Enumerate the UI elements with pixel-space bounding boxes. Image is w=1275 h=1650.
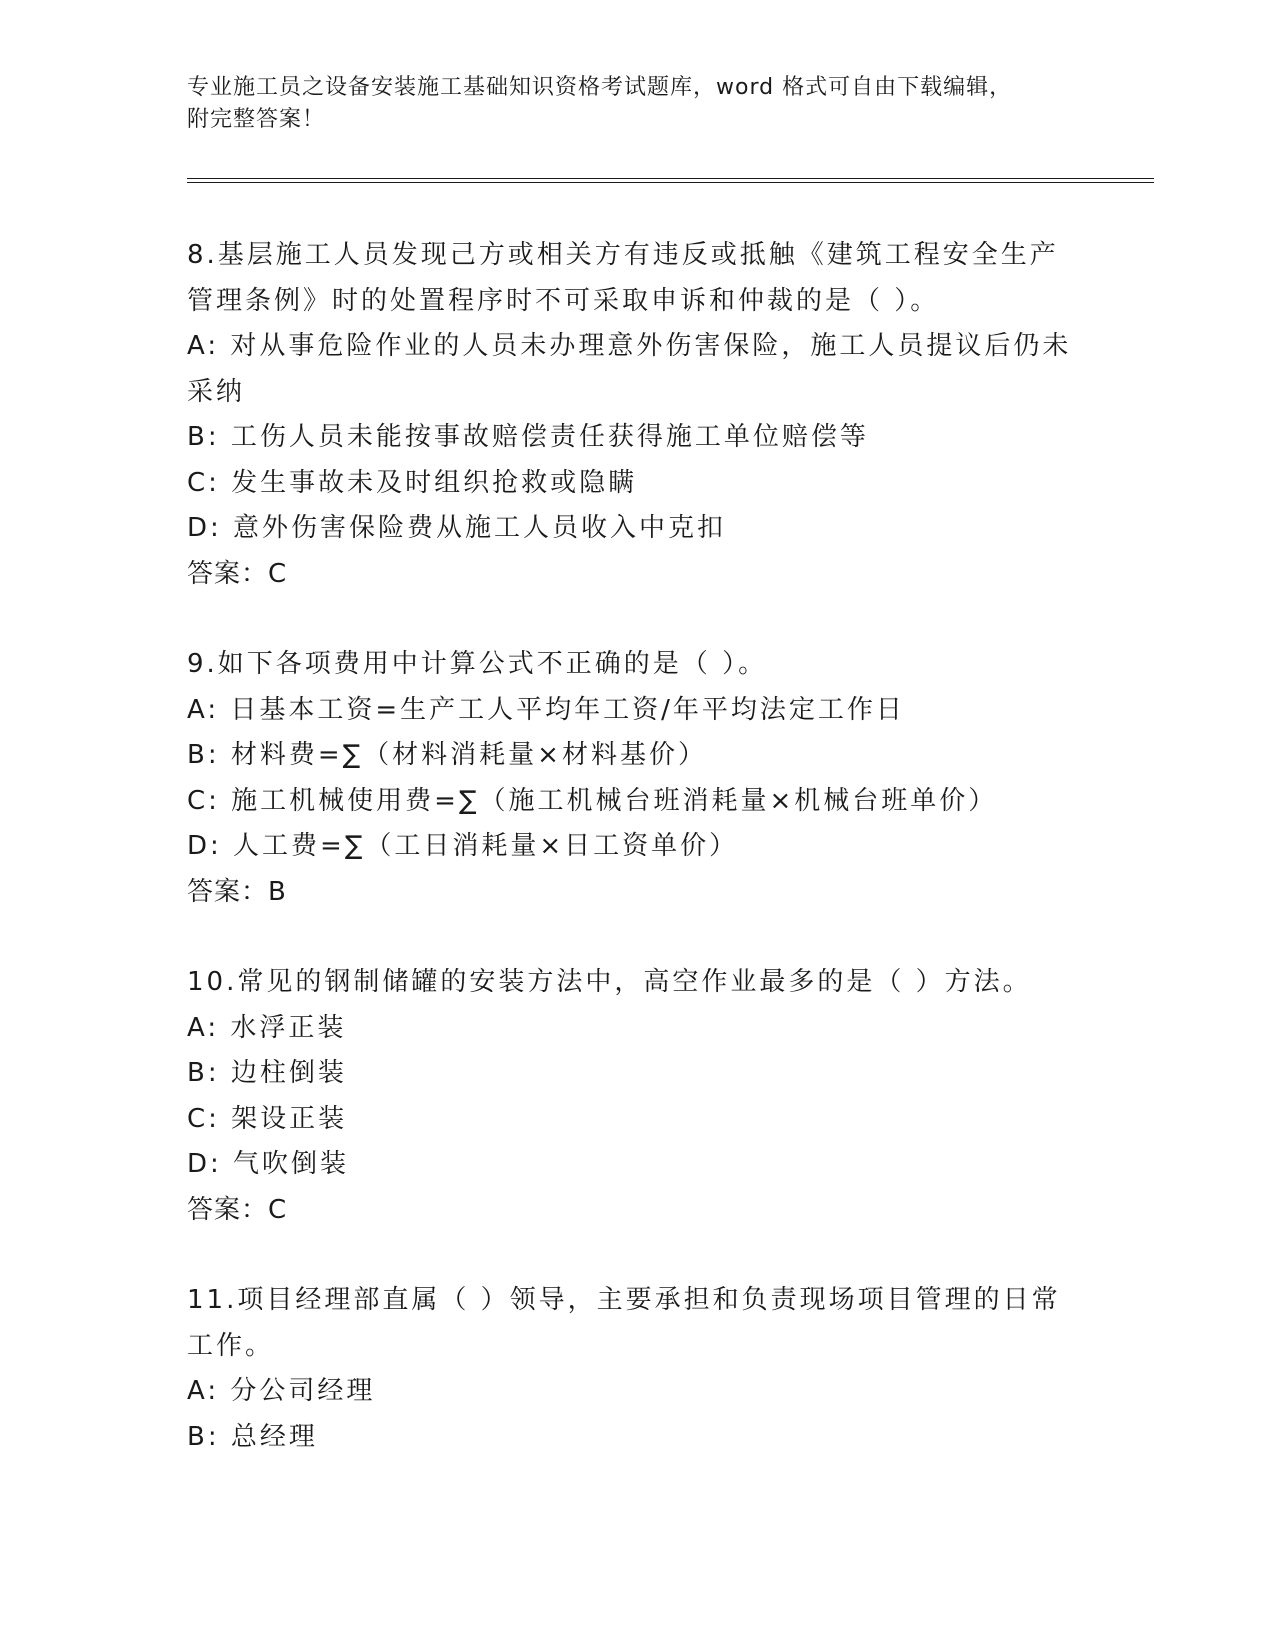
header-divider-bottom bbox=[187, 182, 1154, 183]
option-b: B: 材料费=∑（材料消耗量×材料基价） bbox=[187, 740, 707, 770]
answer: 答案：C bbox=[187, 558, 288, 589]
document-header bbox=[187, 72, 1087, 136]
option-a: A: 对从事危险作业的人员未办理意外伤害保险，施工人员提议后仍未 bbox=[187, 331, 1072, 361]
option-b: B: 工伤人员未能按事故赔偿责任获得施工单位赔偿等 bbox=[187, 422, 869, 452]
answer: 答案：B bbox=[187, 876, 287, 907]
answer: 答案：C bbox=[187, 1194, 288, 1225]
option-c: C: 发生事故未及时组织抢救或隐瞒 bbox=[187, 467, 638, 498]
option-b: B: 边柱倒装 bbox=[187, 1058, 347, 1088]
header-line-1: 专业施工员之设备安装施工基础知识资格考试题库，word 格式可自由下载编辑， bbox=[187, 75, 1013, 100]
option-a: A: 分公司经理 bbox=[187, 1376, 376, 1406]
option-a: A: 水浮正装 bbox=[187, 1012, 347, 1043]
question-stem: 10.常见的钢制储罐的安装方法中，高空作业最多的是（ ）方法。 bbox=[187, 967, 1032, 997]
option-d: D: 气吹倒装 bbox=[187, 1149, 350, 1179]
question-stem: 管理条例》时的处置程序时不可采取申诉和仲裁的是（ ）。 bbox=[187, 285, 940, 316]
option-a: A: 日基本工资=生产工人平均年工资/年平均法定工作日 bbox=[187, 694, 905, 725]
question-9 bbox=[187, 642, 1087, 915]
question-stem: 11.项目经理部直属（ ）领导，主要承担和负责现场项目管理的日常 bbox=[187, 1285, 1061, 1315]
question-stem: 工作。 bbox=[187, 1330, 275, 1361]
question-stem: 8.基层施工人员发现己方或相关方有违反或抵触《建筑工程安全生产 bbox=[187, 240, 1059, 270]
question-list bbox=[187, 233, 1087, 1505]
option-d: D: 意外伤害保险费从施工人员收入中克扣 bbox=[187, 513, 727, 543]
option-c: C: 架设正装 bbox=[187, 1103, 348, 1134]
question-8 bbox=[187, 233, 1087, 597]
header-divider-top bbox=[187, 178, 1154, 179]
question-11 bbox=[187, 1278, 1087, 1460]
option-d: D: 人工费=∑（工日消耗量×日工资单价） bbox=[187, 831, 739, 861]
option-b: B: 总经理 bbox=[187, 1421, 318, 1452]
question-stem: 9.如下各项费用中计算公式不正确的是（ ）。 bbox=[187, 649, 768, 679]
option-c: C: 施工机械使用费=∑（施工机械台班消耗量×机械台班单价） bbox=[187, 785, 998, 816]
question-10 bbox=[187, 960, 1087, 1233]
option-a-continued: 采纳 bbox=[187, 376, 246, 407]
header-line-2: 附完整答案！ bbox=[187, 107, 326, 132]
